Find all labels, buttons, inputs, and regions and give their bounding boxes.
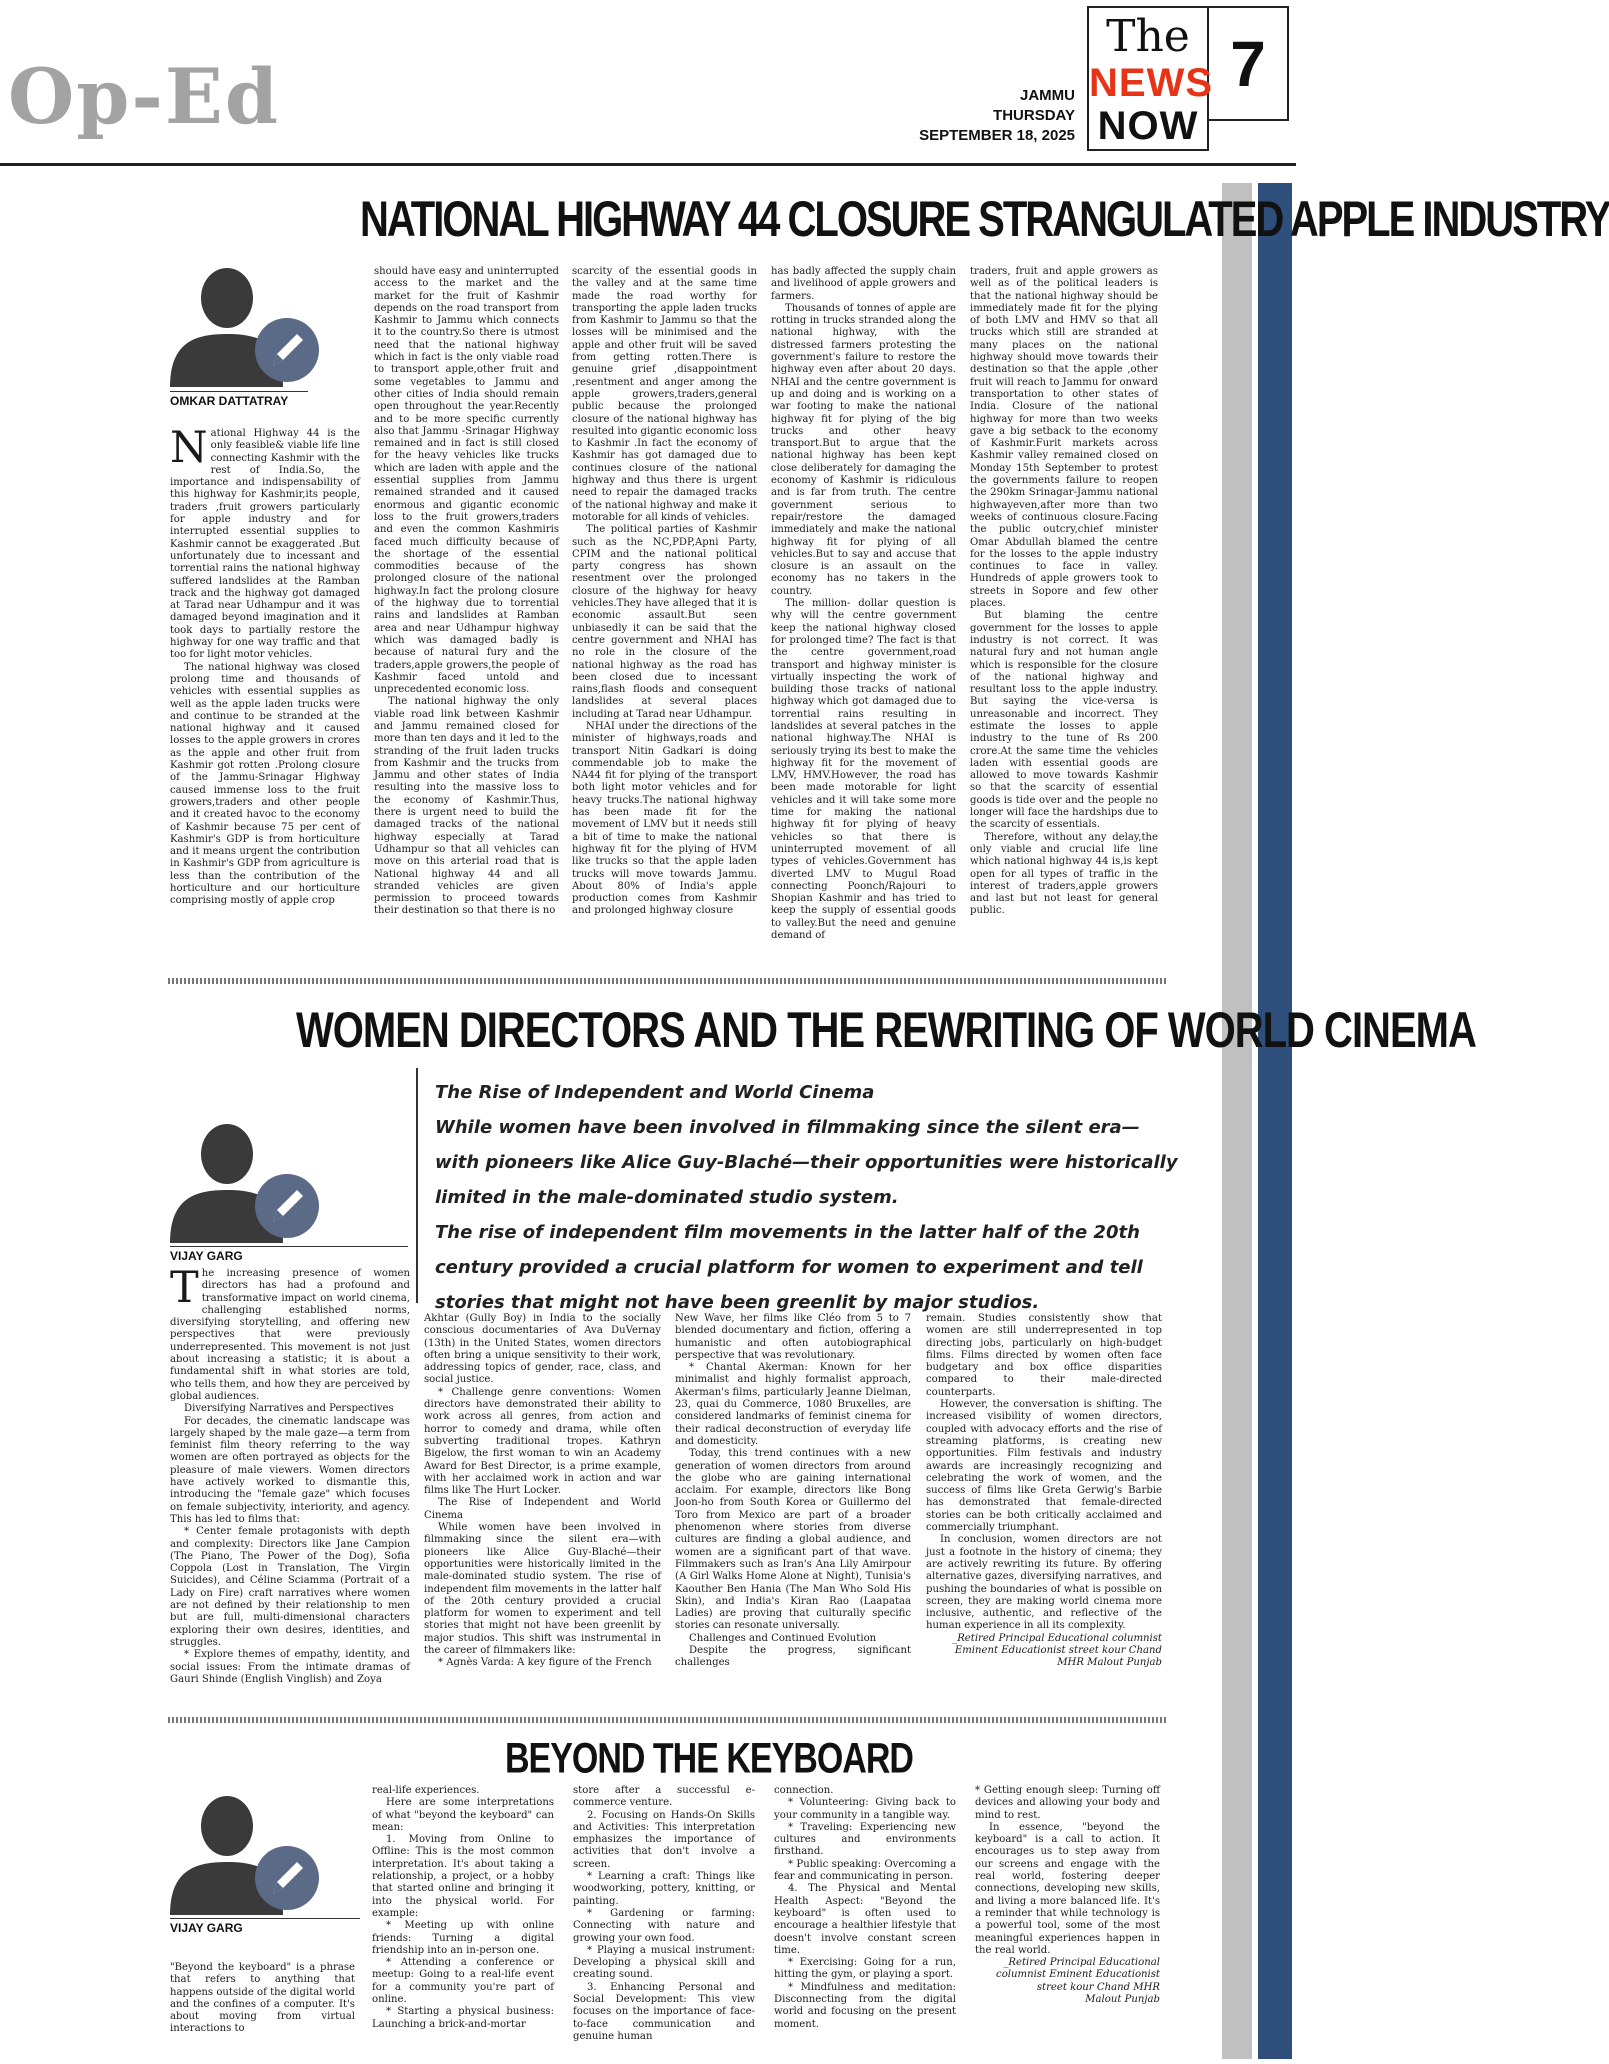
paragraph: * Explore themes of empathy, identity, and social issues: From the intimate dramas of Gauri Shinde (English Vinglish) and Zoya xyxy=(170,1649,410,1685)
paragraph: * Getting enough sleep: Turning off devices and allowing your body and mind to rest. xyxy=(975,1785,1160,1821)
paragraph: Therefore, without any delay,the only viable and crucial life line which national highway 44 is,is kept open for all types of traffic in the interest of traders,apple growers and last but not least for general public. xyxy=(970,831,1158,917)
article-column xyxy=(372,1785,554,2057)
side-bar-blue xyxy=(1258,183,1292,2059)
paragraph: The Rise of Independent and World Cinema xyxy=(424,1497,661,1521)
paragraph: While women have been involved in filmmaking since the silent era—with pioneers like Alice Guy-Blaché—their opportunities were historically limited in the male-dominated studio system. The rise of independent film movements in the latter half of the 20th century provided a crucial platform for women to experiment and tell stories that might not have been greenlit by major studios. This shift was instrumental in the career of filmmakers like: xyxy=(424,1522,661,1657)
paragraph: * Gardening or farming: Connecting with nature and growing your own food. xyxy=(573,1907,755,1944)
paragraph: Here are some interpretations of what "beyond the keyboard" can mean: xyxy=(372,1797,554,1833)
paragraph-text: ational Highway 44 is the only feasible& viable life line connecting Kashmir with the rest of India.So, the importance and indispensability of this highway for Kashmir,its people, traders ,fruit growers particularly for apple industry and for interrupted essential supplies to Kashmir cannot be exaggerated .But unfortunately due to incessant and torrential rains the national highway suffered landslides at the Ramban track and the highway got damaged at Tarad near Udhampur and it was damaged beyond imagination and it took days to partially restore the highway for one way traffic and that too for light motor vehicles. xyxy=(170,428,360,661)
section-divider xyxy=(168,978,1168,984)
article-column xyxy=(170,1263,410,1704)
paragraph: The political parties of Kashmir such as the NC,PDP,Apni Party, CPIM and the national political party congress has shown resentment over the prolonged closure of the highway for heavy vehicles.They have alleged that it is economic assault.But seen unbiasedly it can be said that the centre government and NHAI has no role in the closure of the national highway as the road has been closed due to incessant rains,flash floods and consequent landslides at several places including at Tarad near Udhampur. xyxy=(572,524,757,720)
masthead-now: NOW xyxy=(1097,104,1199,148)
paragraph: New Wave, her films like Cléo from 5 to 7 blended documentary and fiction, offering a humanistic and often autobiographical perspective that was revolutionary. xyxy=(675,1313,911,1361)
paragraph: 4. The Physical and Mental Health Aspect: "Beyond the keyboard" is often used to encourage a healthier lifestyle that doesn't involve constant screen time. xyxy=(774,1883,956,1956)
paragraph: * Challenge genre conventions: Women directors have demonstrated their ability to work across all genres, from action and horror to comedy and drama, while often subverting traditional tropes. Kathryn Bigelow, the first woman to win an Academy Award for Best Director, is a prime example, with her acclaimed work in action and war films like The Hurt Locker. xyxy=(424,1386,661,1497)
drop-cap: T xyxy=(170,1263,199,1313)
signature: Eminent Educationist street kour Chand xyxy=(954,1645,1162,1657)
paragraph: 2. Focusing on Hands-On Skills and Activities: This interpretation emphasizes the importance of activities that don't involve a screen. xyxy=(573,1809,755,1870)
paragraph: For decades, the cinematic landscape was largely shaped by the male gaze—a term from feminist film theory referring to the way women are often portrayed as objects for the pleasure of male viewers. Women directors have actively worked to dismantle this, introducing the "female gaze" which focuses on female subjectivity, interiority, and agency. This has led to films that: xyxy=(170,1415,410,1525)
signature: MHR Malout Punjab xyxy=(1057,1657,1162,1669)
article-column xyxy=(771,266,956,942)
paragraph: remain. Studies consistently show that women are still underrepresented in top directing jobs, particularly on high-budget films. Films directed by women often face budgetary and box office disparities compared to their male-directed counterparts. xyxy=(926,1313,1162,1398)
author-name: VIJAY GARG xyxy=(170,1246,408,1263)
page-number: 7 xyxy=(1209,6,1289,121)
paragraph: The million- dollar question is why will the centre government keep the national highway closed for prolonged time? The fact is that the centre government,road transport and highway minister is virtually inspecting the work of building those tracks of national highway which got damaged due to torrential rains resulting in landslides at several patches in the national highway.The NHAI is seriously trying its best to make the highway fit for the movement of LMV, HMV.However, the road has been made motorable for light vehicles and it will take some more time for making the national highway fit for plying of heavy vehicles so that there is uninterrupted movement of all types of vehicles.Government has diverted LMV to Mugul Road connecting Poonch/Rajouri to Shopian Kashmir and has tried to keep the supply of essential goods to valley.But the need and genuine demand of xyxy=(771,598,956,942)
side-bar-gray xyxy=(1222,183,1252,2059)
paragraph: scarcity of the essential goods in the valley and at the same time made the road worthy for transporting the apple laden trucks from Kashmir to Jammu so that the losses will be minimised and the apple and other fruit will be saved from getting rotten.There is genuine grief ,disappointment ,resentment and anger among the apple growers,traders,general public because the prolonged closure of the national highway has resulted into gigantic economic loss to Kashmir .In fact the economy of Kashmir has got damaged due to continues closure of the national highway and thus there is urgent need to repair the damaged tracks of the national highway and make it motorable for all kinds of vehicles. xyxy=(572,266,757,523)
article-headline: BEYOND THE KEYBOARD xyxy=(505,1735,913,1783)
paragraph: should have easy and uninterrupted access to the market and the market for the fruit of Kashmir depends on the road transport from Kashmir to Jammu which connects it to the country.So there is utmost need that the national highway which in fact is the only viable road to transport apple,other fruit and some vegetables to Jammu and other cities of India should remain open throughout the year.Recently and to be more specific currently also that Jammu -Srinagar Highway remained and in fact is still closed for the heavy vehicles like trucks which are laden with apple and the essential supplies from Jammu remained stranded and it caused enormous and gigantic economic loss to the fruit growers,traders and even the common Kashmiris faced much difficulty because of the shortage of the essential commodities because of the prolonged closure of the national highway.In fact the prolong closure of the highway due to torrential rains and landslides at Ramban area and near Udhampur highway which was damaged badly is because of natural fury and the traders,apple growers,the people of Kashmir faced untold and unprecedented economic loss. xyxy=(374,266,559,696)
signature: columnist Eminent Educationist xyxy=(996,1969,1160,1981)
dateline-date: SEPTEMBER 18, 2025 xyxy=(919,127,1075,144)
paragraph xyxy=(170,423,360,662)
paragraph: * Public speaking: Overcoming a fear and communicating in person. xyxy=(774,1858,956,1883)
paragraph: real-life experiences. xyxy=(372,1785,480,1796)
paragraph: * Center female protagonists with depth and complexity: Directors like Jane Campion (The Piano, The Power of the Dog), Sofia Coppola (Lost in Translation, The Virgin Suicides), and Céline Sciamma (Portrait of a Lady on Fire) craft narratives where women are not defined by their relationship to men but are full, multi-dimensional characters exploring their own desires, identities, and struggles. xyxy=(170,1526,410,1648)
author-name: VIJAY GARG xyxy=(170,1918,360,1935)
dateline-city: JAMMU xyxy=(1020,87,1075,104)
paragraph: * Volunteering: Giving back to your community in a tangible way. xyxy=(774,1797,956,1821)
paragraph: But blaming the centre government for the losses to apple industry is not correct. It was natural fury and not human angle which is responsible for the closure of the national highway and resultant loss to the apple industry. But saying the vice-versa is unreasonable and incorrect. They estimate the losses to apple industry to the tune of Rs 200 crore.At the same time the vehicles laden with essential goods are allowed to move towards Kashmir so that the scarcity of essential goods is tide over and the people no longer will face the hardships due to the scarcity of essentials. xyxy=(970,610,1158,831)
paragraph xyxy=(170,1263,410,1403)
article-column xyxy=(170,1962,355,2057)
article-column xyxy=(926,1313,1162,1703)
article-column xyxy=(374,266,559,916)
paragraph: * Meeting up with online friends: Turning a digital friendship into an in-person one. xyxy=(372,1920,554,1956)
pullquote xyxy=(435,1075,1180,1320)
article-column xyxy=(774,1785,956,2057)
paragraph: 3. Enhancing Personal and Social Development: This view focuses on the importance of face-to-face communication and genuine human xyxy=(573,1981,755,2042)
masthead-news: NEWS xyxy=(1089,61,1213,105)
paragraph: Despite the progress, significant challenges xyxy=(675,1645,911,1669)
paragraph: * Playing a musical instrument: Developing a physical skill and creating sound. xyxy=(573,1944,755,1981)
paragraph: * Learning a craft: Things like woodworking, pottery, knitting, or painting. xyxy=(573,1871,755,1907)
dateline xyxy=(880,86,1075,146)
paragraph: traders, fruit and apple growers as well as of the political leaders is that the national highway should be immediately made fit for the plying of both LMV and HMV so that all trucks which still are stranded at many places on the national highway should move towards their destination so that the apple ,other fruit will reach to Jammu for onward transportation to other states of India. Closure of the national highway for more than two weeks gave a big setback to the economy of Kashmir.Furit markets across Kashmir valley remained closed on Monday 15th September to protest the governments failure to reopen the 290km Srinagar-Jammu national highwayeven,after more than two weeks of continuous closure.Facing the public outcry,chief minister Omar Abdullah blamed the centre for the losses to the apple industry continues to face in valley. Hundreds of apple growers took to streets in Sopore and few other places. xyxy=(970,266,1158,610)
paragraph: has badly affected the supply chain and livelihood of apple growers and farmers. xyxy=(771,266,956,302)
paragraph: 1. Moving from Online to Offline: This is the most common interpretation. It's about taking a relationship, a project, or a hobby that started online and bringing it into the physical world. For example: xyxy=(372,1834,554,1919)
pullquote-title: The Rise of Independent and World Cinema xyxy=(435,1082,875,1103)
paragraph: The national highway was closed prolong time and thousands of vehicles with essential supplies as well as the apple laden trucks were and continue to be stranded at the national highway and it caused losses to the apple growers in crores as the apple and other fruit from Kashmir got rotten .Prolong closure of the Jammu-Srinagar Highway caused immense loss to the fruit growers,traders and other people and it created havoc to the economy of Kashmir because 75 per cent of Kashmir's GDP is from horticulture and it means urgent the contribution in Kashmir's GDP from agriculture is less than the contribution of the horticulture and our horticulture comprising mostly of apple crop xyxy=(170,661,360,907)
article-column xyxy=(970,266,1158,916)
signature: Malout Punjab xyxy=(1085,1994,1160,2006)
pullquote-text: While women have been involved in filmmaking since the silent era—with pioneers like Alice Guy-Blaché—their opportunities were historically limited in the male-dominated studio system. xyxy=(435,1117,1178,1208)
drop-cap: N xyxy=(170,423,208,473)
paragraph: The national highway the only viable road link between Kashmir and Jammu remained closed for more than ten days and it led to the stranding of the fruit laden trucks from Kashmir and the trucks from Jammu and other states of India resulting into the massive loss to the economy of Kashmir.Thus, there is urgent need to build the damaged tracks of the national highway especially at Tarad Udhampur so that all vehicles can move on this arterial road that is National highway 44 and all stranded vehicles are given permission to proceed towards their destination so that there is no xyxy=(374,696,559,917)
author-avatar-icon xyxy=(165,1118,325,1243)
paragraph: "Beyond the keyboard" is a phrase that refers to anything that happens outside of the digital world and the confines of a computer. It's about moving from virtual interactions to xyxy=(170,1962,355,2035)
pullquote-text: The rise of independent film movements in the latter half of the 20th century provided a crucial platform for women to experiment and tell stories that might not have been greenlit by major studios. xyxy=(435,1222,1143,1313)
paragraph: Today, this trend continues with a new generation of women directors from around the globe who are gaining international acclaim. For example, directors like Bong Joon-ho from South Korea or Guillermo del Toro from Mexico are part of a broader phenomenon where stories from diverse cultures are finding a global audience, and women are a significant part of that wave. Filmmakers such as Iran's Ana Lily Amirpour (A Girl Walks Home Alone at Night), Tunisia's Kaouther Ben Hania (The Man Who Sold His Skin), and India's Kiran Rao (Laapataa Ladies) are proving that culturally specific stories can resonate universally. xyxy=(675,1448,911,1632)
paragraph: * Starting a physical business: Launching a brick-and-mortar xyxy=(372,2006,554,2030)
article-column xyxy=(424,1313,661,1703)
signature: _Retired Principal Educational xyxy=(1003,1957,1160,1969)
paragraph: Challenges and Continued Evolution xyxy=(689,1632,877,1644)
article-headline: NATIONAL HIGHWAY 44 CLOSURE STRANGULATED APPLE INDUSTRY xyxy=(360,192,1609,247)
article-headline: WOMEN DIRECTORS AND THE REWRITING OF WORLD CINEMA xyxy=(296,1003,1476,1058)
article-column xyxy=(675,1313,911,1703)
paragraph: In essence, "beyond the keyboard" is a call to action. It encourages us to step away from our screens and engage with the real world, fostering deeper connections, developing new skills, and living a more balanced life. It's a reminder that while technology is a powerful tool, some of the most meaningful experiences happen in the real world. xyxy=(975,1821,1160,1956)
author-name: OMKAR DATTATRAY xyxy=(170,391,308,408)
paragraph: Thousands of tonnes of apple are rotting in trucks stranded along the national highway, with the distressed farmers protesting the government's failure to restore the highway even after about 20 days. NHAI and the centre government is up and doing and is working on a war footing to make the national highway fit for plying of the big trucks and other heavy transport.But to argue that the national highway has been kept close deliberately for damaging the economy of Kashmir is ridiculous and is far from truth. The centre government serious to repair/restore the damaged immediately and make the national highway fit for plying of all vehicles.But to say and accuse that closure is an assault on the economy has no takers in the country. xyxy=(771,302,956,597)
article-column xyxy=(572,266,757,916)
masthead-the: The xyxy=(1106,11,1190,62)
article-column xyxy=(975,1785,1160,2057)
paragraph: * Mindfulness and meditation: Disconnecting from the digital world and focusing on the present moment. xyxy=(774,1981,956,2030)
paragraph: connection. xyxy=(774,1785,834,1796)
paragraph: * Agnès Varda: A key figure of the French xyxy=(438,1657,652,1669)
signature: _Retired Principal Educational columnist xyxy=(952,1632,1162,1644)
paragraph: Diversifying Narratives and Perspectives xyxy=(184,1403,394,1415)
masthead-logo xyxy=(1087,6,1213,151)
signature: street kour Chand MHR xyxy=(1036,1981,1160,1993)
section-divider xyxy=(168,1717,1168,1723)
article-column xyxy=(573,1785,755,2057)
paragraph: * Exercising: Going for a run, hitting the gym, or playing a sport. xyxy=(774,1957,956,1981)
section-title: Op-Ed xyxy=(8,52,280,141)
article-column xyxy=(170,423,360,916)
paragraph: However, the conversation is shifting. The increased visibility of women directors, coupled with advocacy efforts and the rise of streaming platforms, is creating new opportunities. Film festivals and industry awards are increasingly recognizing and celebrating the work of women, and the success of films like Greta Gerwig's Barbie has demonstrated that female-directed stories can be both critically acclaimed and commercially triumphant. xyxy=(926,1399,1162,1534)
dateline-day: THURSDAY xyxy=(993,107,1075,124)
paragraph: Akhtar (Gully Boy) in India to the socially conscious documentaries of Ava DuVernay (13th) in the United States, women directors often bring a unique sensitivity to their work, addressing topics of gender, race, class, and social justice. xyxy=(424,1313,661,1386)
paragraph: store after a successful e-commerce venture. xyxy=(573,1785,755,1809)
paragraph: * Attending a conference or meetup: Going to a real-life event for a community you're part of online. xyxy=(372,1957,554,2006)
paragraph-text: he increasing presence of women directors has had a profound and transformative impact on world cinema, challenging established norms, diversifying storytelling, and offering new perspectives that were previously underrepresented. This movement is not just about increasing a statistic; it is about a fundamental shift in what stories are told, who tells them, and how they are perceived by global audiences. xyxy=(170,1268,410,1402)
header-rule xyxy=(0,163,1296,166)
paragraph: * Traveling: Experiencing new cultures and environments firsthand. xyxy=(774,1821,956,1858)
paragraph: * Chantal Akerman: Known for her minimalist and highly formalist approach, Akerman's films, particularly Jeanne Dielman, 23, quai du Commerce, 1080 Bruxelles, are considered landmarks of feminist cinema for their radical deconstruction of everyday life and domesticity. xyxy=(675,1362,911,1447)
author-avatar-icon xyxy=(165,262,325,387)
paragraph: NHAI under the directions of the minister of highways,roads and transport Nitin Gadkari is doing commendable job to make the NA44 fit for plying of the transport both light motor vehicles and for heavy trucks.The national highway has been made fit for the movement of LMV but it needs still a bit of time to make the national highway fit for the plying of HVM like trucks so that the apple laden trucks will move towards Jammu. About 80% of India's apple production comes from Kashmir and prolonged highway closure xyxy=(572,720,757,917)
paragraph: In conclusion, women directors are not just a footnote in the history of cinema; they are actively rewriting its future. By offering alternative gazes, diversifying narratives, and pushing the boundaries of what is possible on screen, they are making world cinema more inclusive, authentic, and reflective of the human experience in all its complexity. xyxy=(926,1534,1162,1632)
author-avatar-icon xyxy=(165,1790,325,1915)
